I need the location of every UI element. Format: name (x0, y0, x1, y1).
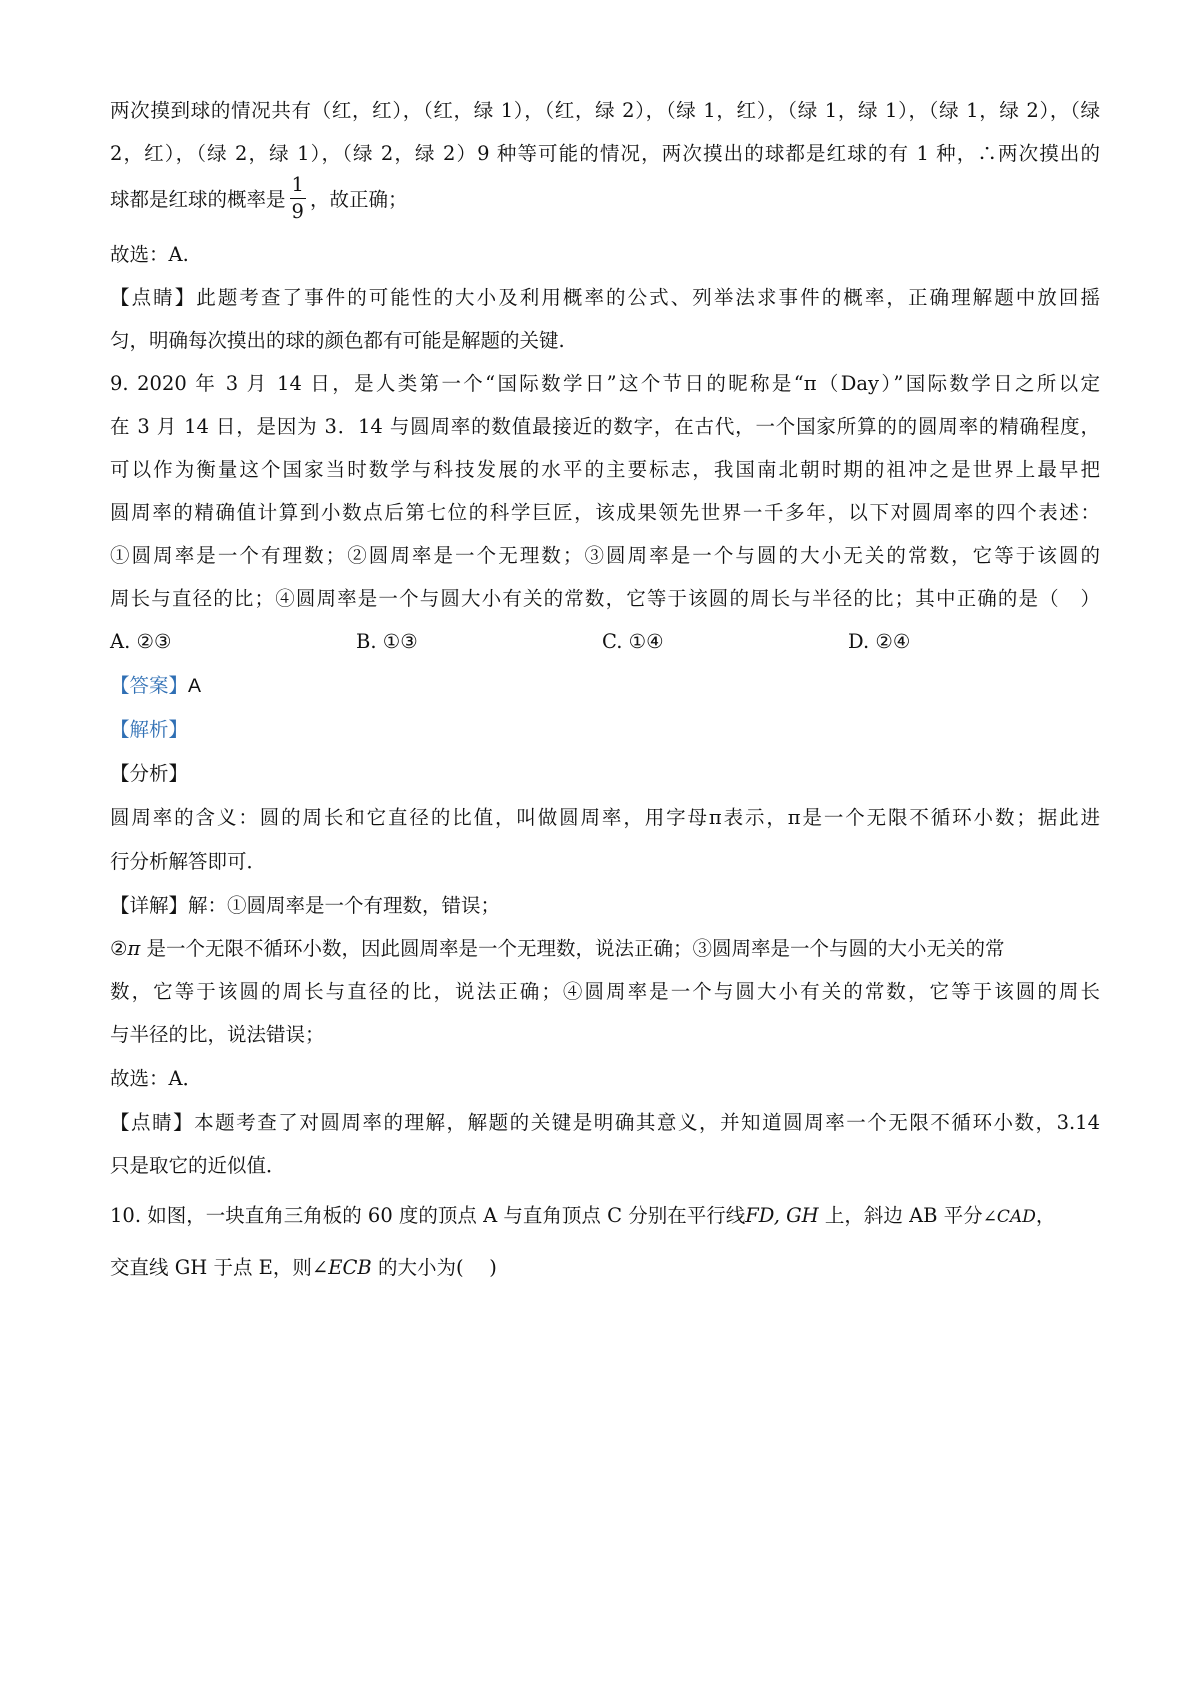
option-d: D. ②④ (848, 630, 911, 653)
q10-line-1-mid: 上，斜边 AB 平分 (818, 1204, 983, 1227)
fraction-numerator: 1 (290, 172, 306, 199)
pi-symbol: π (127, 937, 141, 960)
detail-line-1: 【详解】解：①圆周率是一个有理数，错误； (110, 894, 501, 917)
detail-line-2-text: 是一个无限不循环小数，因此圆周率是一个无理数，说法正确；③圆周率是一个与圆的大小无关的常 (140, 937, 1005, 960)
q8-choose: 故选：A. (110, 243, 189, 266)
q8-line-1: 两次摸到球的情况共有（红，红），（红，绿 1），（红，绿 2），（绿 1，红），（绿 1，绿 1），（绿 1，绿 2），（绿 (110, 99, 1100, 122)
detail-line-2-marker: ② (110, 937, 128, 960)
fenxi-tag: 【分析】 (110, 762, 189, 785)
q9-line-2: 在 3 月 14 日，是因为 3．14 与圆周率的数值最接近的数字，在古代，一个国家所算的的圆周率的精确程度， (110, 415, 1100, 438)
q9-line-5: ①圆周率是一个有理数；②圆周率是一个无理数；③圆周率是一个与圆的大小无关的常数，它等于该圆的 (110, 544, 1100, 567)
q9-answer (110, 672, 1100, 700)
q8-comment-1: 【点睛】此题考查了事件的可能性的大小及利用概率的公式、列举法求事件的概率，正确理解题中放回摇 (110, 286, 1100, 309)
detail-line-4: 与半径的比，说法错误； (110, 1023, 325, 1046)
option-a: A. ②③ (110, 630, 172, 653)
fraction-denominator: 9 (291, 200, 304, 223)
option-b: B. ①③ (356, 630, 418, 653)
q10-line-1 (110, 1202, 1100, 1231)
q10-line-1-tail: ， (1035, 1204, 1056, 1227)
answer-tag: 【答案】 (110, 674, 189, 697)
q10-line-1-text: 10. 如图，一块直角三角板的 60 度的顶点 A 与直角顶点 C 分别在平行线 (110, 1204, 746, 1227)
option-c: C. ①④ (602, 630, 664, 653)
q9-line-1: 9. 2020 年 3 月 14 日，是人类第一个“国际数学日”这个节日的昵称是“π（Day）”国际数学日之所以定 (110, 372, 1100, 395)
q10-line-2-text: 交直线 GH 于点 E，则 (110, 1256, 312, 1279)
q9-choose: 故选：A． (110, 1067, 203, 1090)
q8-line-3-text: 球都是红球的概率是 (110, 188, 286, 211)
q8-line-2: 2，红），（绿 2，绿 1），（绿 2，绿 2）9 种等可能的情况，两次摸出的球都是红球的有 1 种，∴两次摸出的 (110, 142, 1100, 165)
q9-line-6: 周长与直径的比；④圆周率是一个与圆大小有关的常数，它等于该圆的周长与半径的比；其中正确的是（ ） (110, 587, 1100, 610)
angle-cad-math: ∠CAD (982, 1207, 1036, 1227)
fenxi-line-2: 行分析解答即可． (110, 850, 267, 873)
angle-ecb-math: ∠ECB (311, 1256, 372, 1279)
q10-line-2 (110, 1254, 1100, 1282)
fenxi-line-1: 圆周率的含义：圆的周长和它直径的比值，叫做圆周率，用字母π表示，π是一个无限不循环小数；据此进 (110, 806, 1100, 829)
q8-comment-2: 匀，明确每次摸出的球的颜色都有可能是解题的关键. (110, 329, 565, 352)
q8-line-3 (110, 174, 1100, 227)
detail-line-3: 数，它等于该圆的周长与直径的比，说法正确；④圆周率是一个与圆大小有关的常数，它等于该圆的周长 (110, 980, 1100, 1003)
q8-line-3-tail: ，故正确； (309, 188, 408, 211)
q9-comment-1: 【点睛】本题考查了对圆周率的理解，解题的关键是明确其意义，并知道圆周率一个无限不循环小数，3.14 (110, 1111, 1100, 1134)
q10-line-2-tail: 的大小为( ) (371, 1256, 497, 1279)
detail-line-2 (110, 935, 1100, 963)
fraction-one-ninth (290, 172, 306, 225)
parallel-lines-math: FD, GH (745, 1204, 819, 1227)
q9-line-4: 圆周率的精确值计算到小数点后第七位的科学巨匠，该成果领先世界一千多年，以下对圆周率的四个表述： (110, 501, 1100, 524)
q9-comment-2: 只是取它的近似值． (110, 1154, 286, 1177)
answer-value: A (188, 675, 202, 697)
q9-line-3: 可以作为衡量这个国家当时数学与科技发展的水平的主要标志，我国南北朝时期的祖冲之是世界上最早把 (110, 458, 1100, 481)
analysis-tag: 【解析】 (110, 718, 189, 741)
